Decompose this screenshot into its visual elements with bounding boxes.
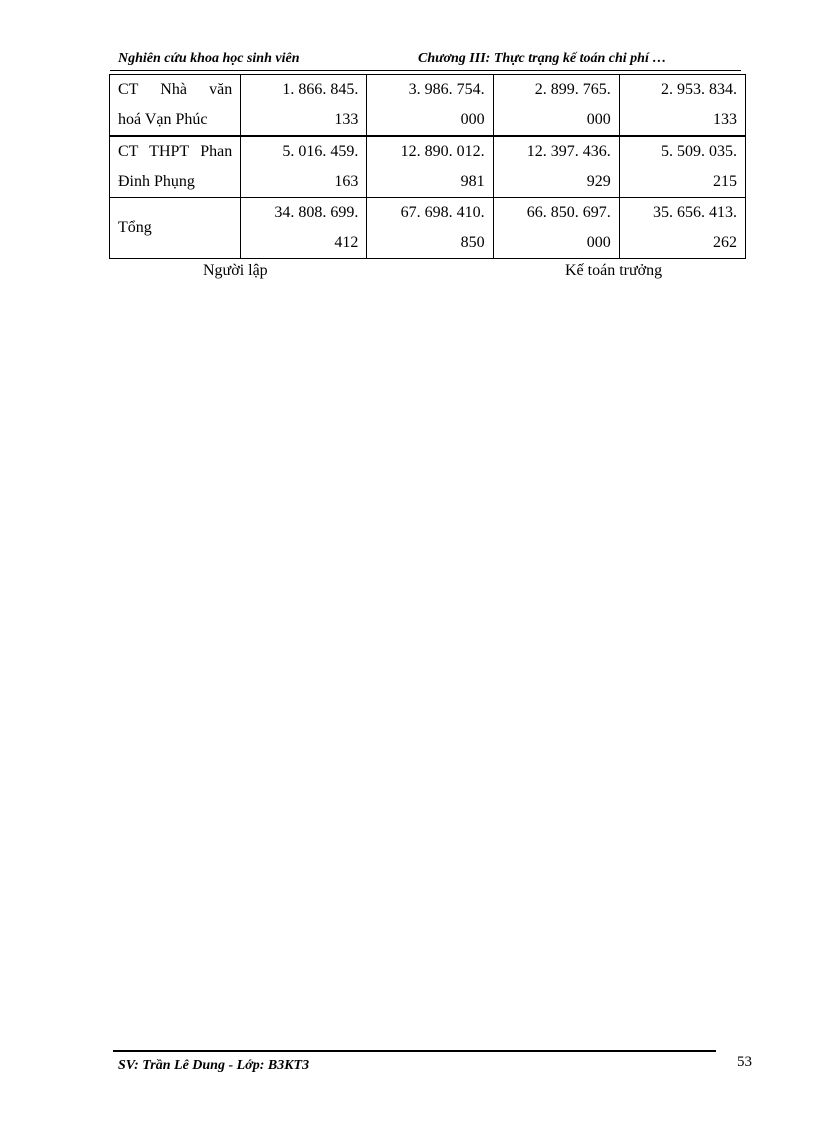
table-cell: 3. 986. 754. 000 [367,75,493,137]
row-label: CT Nhà văn hoá Vạn Phúc [110,75,241,137]
signature-chief-accountant: Kế toán trưởng [565,262,663,279]
signature-preparer: Người lập [203,262,268,279]
table-cell: 12. 397. 436. 929 [493,136,619,198]
table-cell: 67. 698. 410. 850 [367,198,493,259]
row-label: Tổng [110,198,241,259]
table-row [110,75,746,137]
table-cell: 2. 953. 834. 133 [619,75,745,137]
footer-author: SV: Trần Lê Dung - Lớp: B3KT3 [118,1058,310,1073]
table-row [110,136,746,198]
table-cell: 5. 509. 035. 215 [619,136,745,198]
table-row-total [110,198,746,259]
table-cell: 35. 656. 413. 262 [619,198,745,259]
header-left-title: Nghiên cứu khoa học sinh viên [118,51,300,66]
page-header [110,50,741,71]
table-cell: 66. 850. 697. 000 [493,198,619,259]
table-cell: 1. 866. 845. 133 [241,75,367,137]
table-cell: 34. 808. 699. 412 [241,198,367,259]
table-cell: 5. 016. 459. 163 [241,136,367,198]
header-right-title: Chương III: Thực trạng kế toán chi phí … [418,51,667,66]
page-number: 53 [737,1054,752,1070]
cost-table [109,74,746,259]
footer-divider [113,1050,716,1052]
row-label: CT THPT Phan Đinh Phụng [110,136,241,198]
table-cell: 2. 899. 765. 000 [493,75,619,137]
table-cell: 12. 890. 012. 981 [367,136,493,198]
